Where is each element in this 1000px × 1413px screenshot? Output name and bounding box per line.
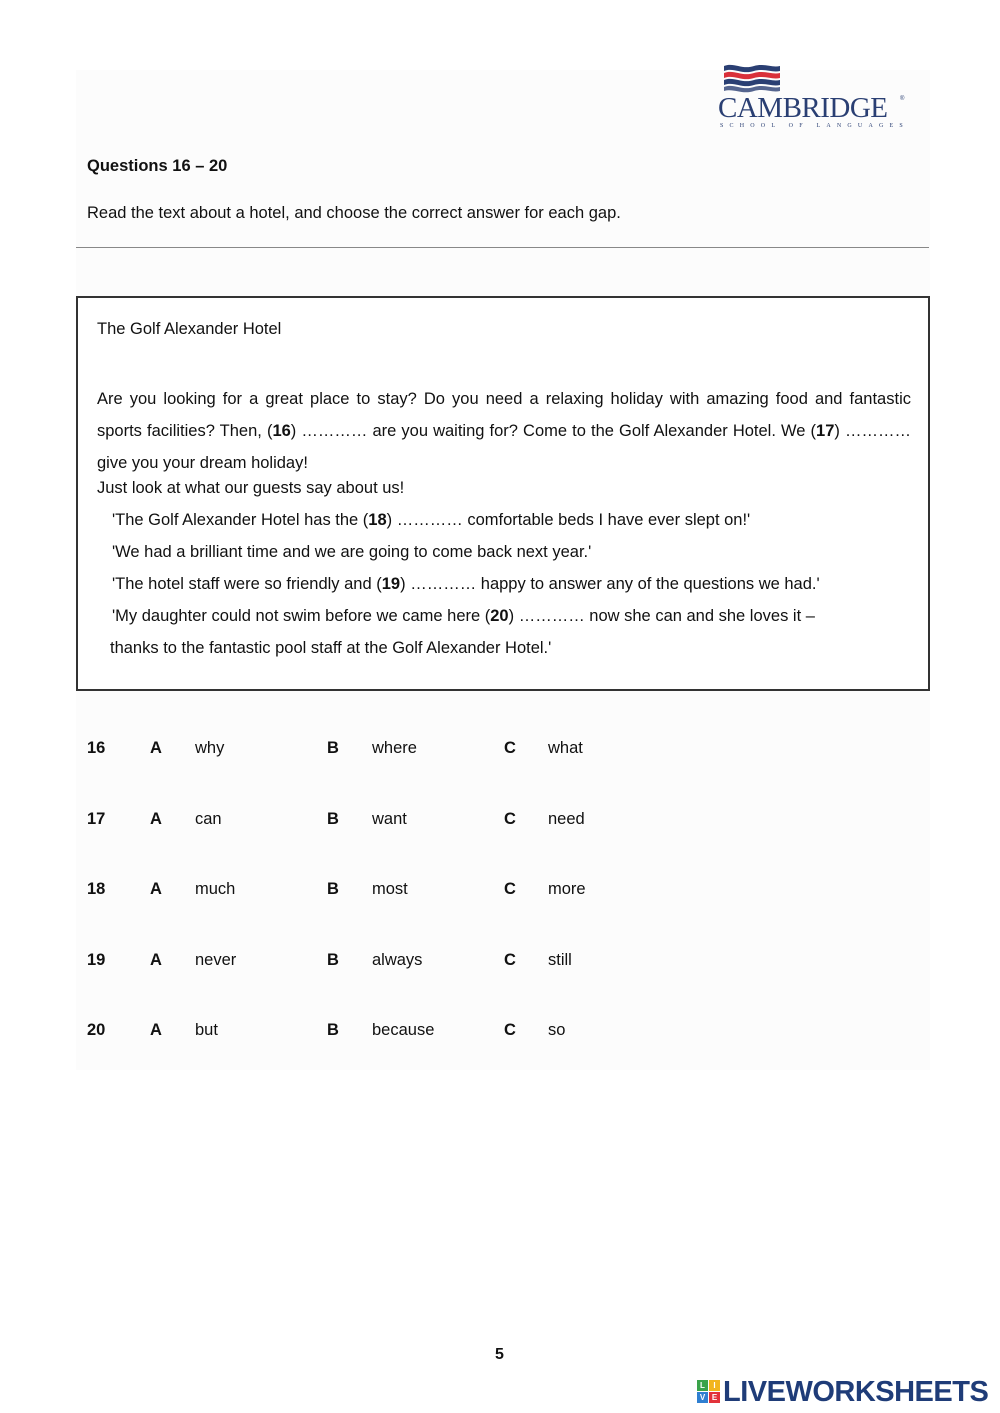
flag-icon — [720, 62, 782, 96]
instructions: Read the text about a hotel, and choose the correct answer for each gap. — [87, 204, 621, 222]
option-b-label: B — [327, 739, 339, 757]
question-number: 16 — [87, 739, 106, 757]
quote-text: ) ………… now she can and she loves it – — [508, 607, 815, 625]
registered-mark: ® — [900, 96, 905, 102]
quote-text: ) ………… happy to answer any of the questions we had.' — [400, 575, 820, 593]
liveworksheets-wordmark: LIVEWORKSHEETS — [723, 1376, 989, 1408]
quote-text: ) ………… comfortable beds I have ever slept on!' — [386, 511, 751, 529]
question-number: 19 — [87, 951, 106, 969]
option-c-label: C — [504, 810, 516, 828]
guest-quote — [112, 607, 815, 626]
option-c-label: C — [504, 951, 516, 969]
gap-number: 18 — [368, 511, 387, 529]
text-paragraph — [97, 383, 911, 479]
quote-text: 'My daughter could not swim before we came here ( — [112, 607, 491, 625]
gap-number: 17 — [816, 422, 835, 440]
guest-quote-continued — [110, 639, 551, 658]
divider — [76, 247, 929, 248]
intro-line: Just look at what our guests say about us! — [97, 479, 405, 497]
option-c[interactable]: need — [548, 810, 585, 828]
tile-v: V — [697, 1392, 708, 1403]
question-number: 17 — [87, 810, 106, 828]
option-a-label: A — [150, 1021, 162, 1039]
paragraph-text: ) ………… give you your dream holiday! — [97, 422, 911, 472]
guest-quote — [112, 543, 591, 562]
quote-text: thanks to the fantastic pool staff at the Golf Alexander Hotel.' — [110, 639, 552, 657]
option-a[interactable]: much — [195, 880, 236, 898]
option-b-label: B — [327, 810, 339, 828]
quote-text: 'We had a brilliant time and we are going to come back next year.' — [112, 543, 592, 561]
option-c[interactable]: more — [548, 880, 586, 898]
paragraph-text: Are you looking for a great place to stay? Do you need a relaxing holiday with amazing food and fantastic sports facilities? Then, ( — [97, 390, 911, 440]
option-c[interactable]: still — [548, 951, 572, 969]
option-c[interactable]: so — [548, 1021, 566, 1039]
option-c-label: C — [504, 880, 516, 898]
section-heading: Questions 16 – 20 — [87, 157, 228, 175]
option-a[interactable]: why — [195, 739, 225, 757]
option-a-label: A — [150, 810, 162, 828]
gap-number: 20 — [490, 607, 509, 625]
option-b[interactable]: always — [372, 951, 423, 969]
tile-i: I — [709, 1380, 720, 1391]
reading-text-box — [76, 296, 930, 691]
tile-l: L — [697, 1380, 708, 1391]
question-number: 18 — [87, 880, 106, 898]
option-b[interactable]: most — [372, 880, 408, 898]
option-b-label: B — [327, 880, 339, 898]
logo-subtitle: SCHOOL OF LANGUAGES — [720, 123, 909, 129]
option-b[interactable]: want — [372, 810, 407, 828]
option-a[interactable]: can — [195, 810, 222, 828]
paragraph-text: ) ………… are you waiting for? Come to the Golf Alexander Hotel. We ( — [290, 422, 817, 440]
option-a-label: A — [150, 951, 162, 969]
text-title: The Golf Alexander Hotel — [97, 320, 282, 338]
option-b[interactable]: because — [372, 1021, 435, 1039]
option-a-label: A — [150, 739, 162, 757]
option-a[interactable]: but — [195, 1021, 218, 1039]
option-b-label: B — [327, 1021, 339, 1039]
option-b-label: B — [327, 951, 339, 969]
option-c-label: C — [504, 1021, 516, 1039]
cambridge-logo — [716, 62, 908, 132]
option-a[interactable]: never — [195, 951, 237, 969]
quote-text: 'The Golf Alexander Hotel has the ( — [112, 511, 369, 529]
gap-number: 16 — [272, 422, 291, 440]
live-tiles-icon — [697, 1380, 721, 1404]
option-b[interactable]: where — [372, 739, 417, 757]
option-c[interactable]: what — [548, 739, 583, 757]
quote-text: 'The hotel staff were so friendly and ( — [112, 575, 382, 593]
gap-number: 19 — [381, 575, 401, 593]
guest-quote — [112, 511, 750, 530]
logo-wordmark: CAMBRIDGE — [718, 92, 888, 124]
question-number: 20 — [87, 1021, 106, 1039]
guest-quote — [112, 575, 820, 594]
option-c-label: C — [504, 739, 516, 757]
tile-e: E — [709, 1392, 720, 1403]
option-a-label: A — [150, 880, 162, 898]
page-number: 5 — [495, 1346, 504, 1363]
